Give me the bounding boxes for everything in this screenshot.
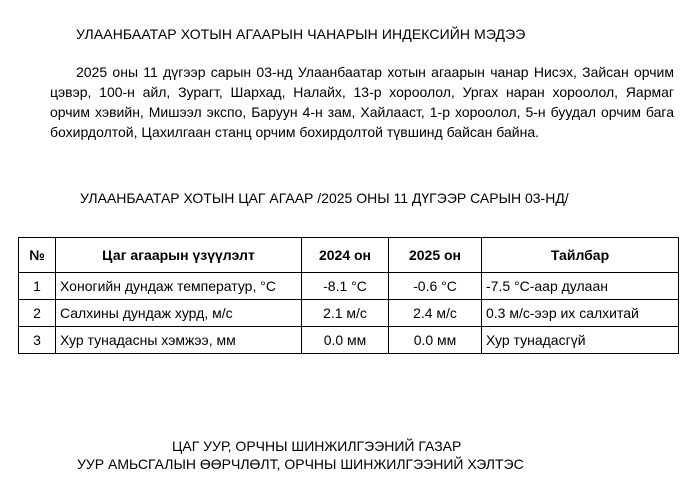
row-num: 3 (19, 327, 56, 354)
row-2025-value: 2.4 м/с (389, 300, 482, 327)
table-row (19, 327, 679, 354)
row-indicator: Хур тунадасны хэмжээ, мм (56, 327, 302, 354)
footer-line-1: ЦАГ УУР, ОРЧНЫ ШИНЖИЛГЭЭНИЙ ГАЗАР (172, 438, 462, 454)
air-quality-paragraph: 2025 оны 11 дүгээр сарын 03-нд Улаанбаатар хотын агаарын чанар Нисэх, Зайсан орчим цэвэр, 100-н айл, Зурагт, Шархад, Налайх, 13-р хороолол, Ургах наран хороолол, Яармаг орчим хэвийн, Мишээл экспо, Баруун 4-н зам, Хайлааст, 1-р хороолол, 5-н буудал орчим бага бохирдолтой, Цахилгаан станц орчим бохирдолтой түвшинд байсан байна. (50, 64, 674, 140)
row-2024-value: -8.1 °С (302, 273, 389, 300)
row-2024-value: 2.1 м/с (302, 300, 389, 327)
row-2024-value: 0.0 мм (302, 327, 389, 354)
row-2025-value: 0.0 мм (389, 327, 482, 354)
document-title: УЛААНБААТАР ХОТЫН АГААРЫН ЧАНАРЫН ИНДЕКСИЙН МЭДЭЭ (76, 26, 526, 42)
table-header-row (19, 238, 679, 273)
row-indicator: Салхины дундаж хурд, м/с (56, 300, 302, 327)
row-note: -7.5 °С-аар дулаан (482, 273, 679, 300)
header-indicator: Цаг агаарын үзүүлэлт (56, 238, 302, 273)
header-2024: 2024 он (302, 238, 389, 273)
table-row (19, 300, 679, 327)
row-note: Хур тунадасгүй (482, 327, 679, 354)
table-row (19, 273, 679, 300)
header-note: Тайлбар (482, 238, 679, 273)
footer (0, 437, 691, 473)
weather-table-title: УЛААНБААТАР ХОТЫН ЦАГ АГААР /2025 ОНЫ 11 ДҮГЭЭР САРЫН 03-НД/ (80, 190, 569, 206)
row-note: 0.3 м/с-ээр их салхитай (482, 300, 679, 327)
header-num: № (19, 238, 56, 273)
row-num: 2 (19, 300, 56, 327)
row-2025-value: -0.6 °С (389, 273, 482, 300)
footer-line-2: УУР АМЬСГАЛЫН ӨӨРЧЛӨЛТ, ОРЧНЫ ШИНЖИЛГЭЭНИЙ ХЭЛТЭС (77, 456, 524, 472)
row-num: 1 (19, 273, 56, 300)
row-indicator: Хоногийн дундаж температур, °С (56, 273, 302, 300)
weather-table (18, 237, 679, 354)
header-2025: 2025 он (389, 238, 482, 273)
